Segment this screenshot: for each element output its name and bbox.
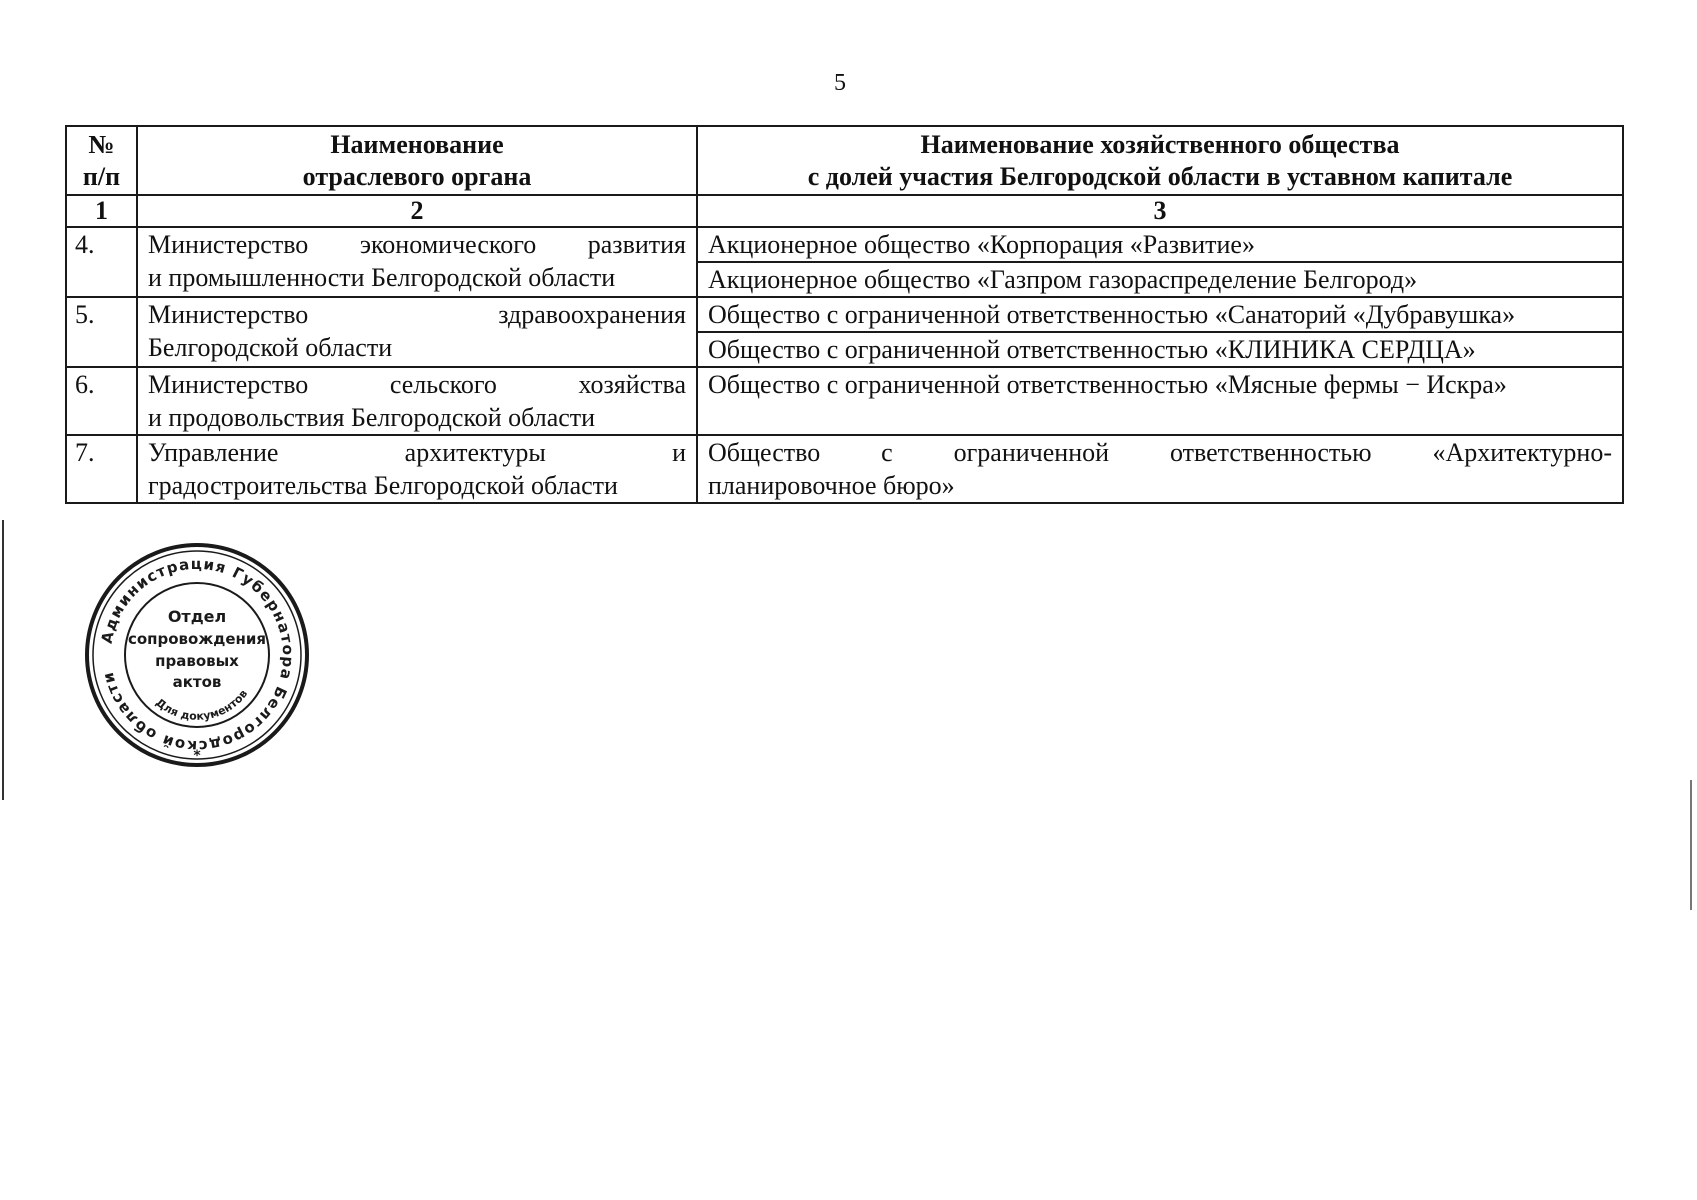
header-company-line1: Наименование хозяйственного общества bbox=[920, 130, 1400, 159]
header-organ bbox=[137, 126, 697, 195]
row-number: 5. bbox=[66, 297, 137, 367]
company-cell bbox=[697, 435, 1623, 503]
company-cell: Акционерное общество «Корпорация «Развитие» bbox=[697, 227, 1623, 262]
stamp-inner-line: правовых bbox=[155, 652, 239, 670]
column-number-1: 1 bbox=[66, 195, 137, 227]
stamp-inner-line: актов bbox=[172, 673, 222, 691]
scan-margin-line bbox=[1690, 780, 1692, 910]
organ-line: Министерство сельского хозяйства bbox=[148, 370, 686, 399]
organ-line: и промышленности Белгородской области bbox=[148, 263, 616, 292]
scan-margin-line bbox=[2, 520, 4, 800]
stamp-inner-line: сопровождения bbox=[127, 630, 267, 648]
stamp-outer-text: Администрация Губернатора Белгородской области bbox=[97, 554, 298, 756]
header-organ-line2: отраслевого органа bbox=[302, 162, 532, 191]
table-row bbox=[66, 367, 1623, 435]
header-number bbox=[66, 126, 137, 195]
header-number-line2: п/п bbox=[82, 162, 121, 191]
page-number: 5 bbox=[834, 70, 846, 96]
organ-cell bbox=[137, 227, 697, 297]
column-number-row bbox=[66, 195, 1623, 227]
organ-line: Министерство экономического развития bbox=[148, 230, 686, 259]
stamp-star: * bbox=[193, 748, 201, 764]
company-line: планировочное бюро» bbox=[708, 471, 955, 500]
column-number-3: 3 bbox=[697, 195, 1623, 227]
row-number: 4. bbox=[66, 227, 137, 297]
company-line: Общество с ограниченной ответственностью «Архитектурно- bbox=[708, 438, 1612, 467]
stamp-bottom-text: Для документов bbox=[153, 687, 251, 723]
registry-table bbox=[65, 125, 1624, 504]
organ-line: градостроительства Белгородской области bbox=[148, 471, 618, 500]
row-number: 6. bbox=[66, 367, 137, 435]
company-cell: Общество с ограниченной ответственностью «Мясные фермы − Искра» bbox=[697, 367, 1623, 435]
organ-line: и продовольствия Белгородской области bbox=[148, 403, 596, 432]
company-cell: Общество с ограниченной ответственностью «КЛИНИКА СЕРДЦА» bbox=[697, 332, 1623, 367]
header-company bbox=[697, 126, 1623, 195]
table-header-row bbox=[66, 126, 1623, 195]
organ-cell bbox=[137, 367, 697, 435]
row-number: 7. bbox=[66, 435, 137, 503]
stamp-seal bbox=[82, 540, 312, 770]
table-row bbox=[66, 297, 1623, 332]
table-row bbox=[66, 227, 1623, 262]
organ-line: Белгородской области bbox=[148, 333, 393, 362]
organ-cell bbox=[137, 297, 697, 367]
header-company-line2: с долей участия Белгородской области в уставном капитале bbox=[807, 162, 1513, 191]
official-stamp bbox=[82, 540, 312, 770]
company-cell: Акционерное общество «Газпром газораспределение Белгород» bbox=[697, 262, 1623, 297]
organ-line: Министерство здравоохранения bbox=[148, 300, 686, 329]
organ-line: Управление архитектуры и bbox=[148, 438, 686, 467]
header-number-line1: № bbox=[88, 130, 115, 159]
header-organ-line1: Наименование bbox=[330, 130, 504, 159]
stamp-inner-line: Отдел bbox=[167, 607, 227, 626]
table-row bbox=[66, 435, 1623, 503]
company-cell: Общество с ограниченной ответственностью «Санаторий «Дубравушка» bbox=[697, 297, 1623, 332]
column-number-2: 2 bbox=[137, 195, 697, 227]
organ-cell bbox=[137, 435, 697, 503]
